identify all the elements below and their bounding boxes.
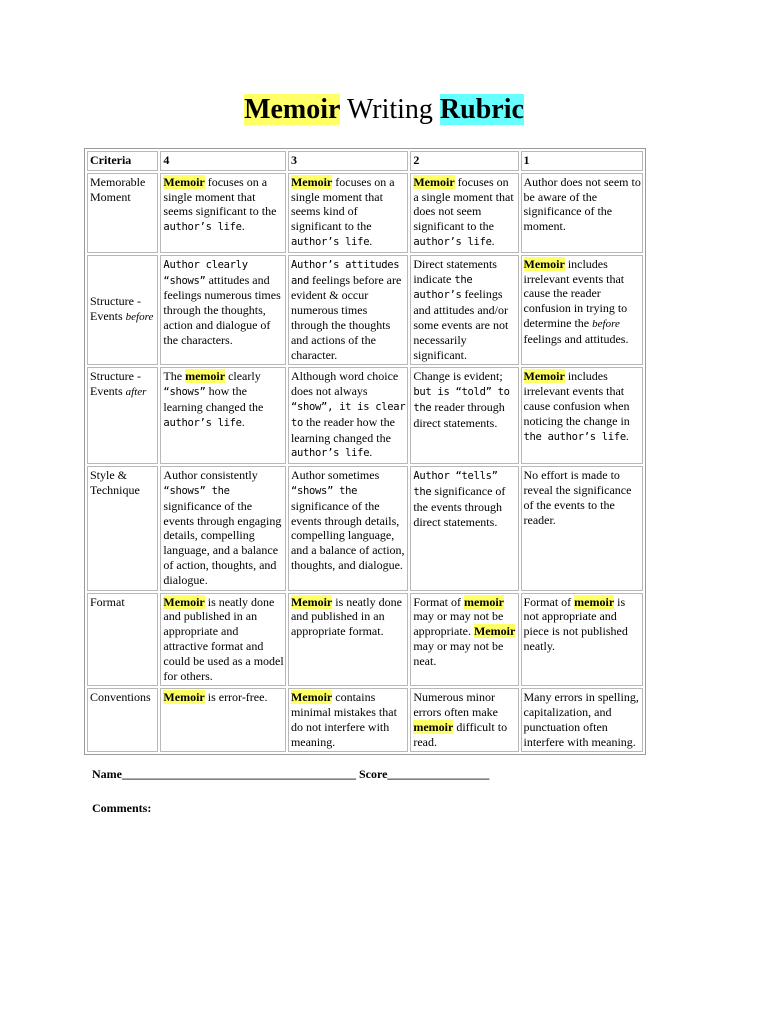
score-3-cell: Memoir is neatly done and published in an appropriate format. [288,593,408,687]
score-1-cell: No effort is made to reveal the significance of the events to the reader. [521,466,644,590]
table-row [87,466,643,590]
table-row [87,367,643,464]
score-4-cell: Memoir focuses on a single moment that seems significant to the author’s life. [160,173,286,253]
title-rubric: Rubric [439,94,524,125]
title-memoir: Memoir [244,94,341,125]
criteria-cell: Conventions [87,688,158,752]
score-4-cell: Memoir is neatly done and published in an appropriate and attractive format and could be used as a model for others. [160,593,286,687]
score-1-cell: Author does not seem to be aware of the significance of the moment. [521,173,644,253]
table-row [87,173,643,253]
criteria-cell: Style & Technique [87,466,158,590]
score-2-cell: Direct statements indicate the author’s feelings and attitudes and/or some events are not necessarily significant. [410,255,518,366]
score-3-cell: Author’s attitudes and feelings before are evident & occur numerous times through the thoughts and actions of the character. [288,255,408,366]
score-4-cell: Memoir is error-free. [160,688,286,752]
score-2-cell: Author “tells” the significance of the events through direct statements. [410,466,518,590]
score-3-cell: Author sometimes “shows” the significance of the events through details, compelling language, and a balance of action, thoughts, and dialogue. [288,466,408,590]
score-1-cell: Format of memoir is not appropriate and piece is not published neatly. [521,593,644,687]
score-3-cell: Although word choice does not always “show”, it is clear to the reader how the learning changed the author’s life. [288,367,408,464]
score-1-cell: Memoir includes irrelevant events that cause confusion when noticing the change in the author’s life. [521,367,644,464]
header-3: 3 [288,151,408,171]
score-3-cell: Memoir focuses on a single moment that seems kind of significant to the author’s life. [288,173,408,253]
score-2-cell: Format of memoir may or may not be appropriate. Memoir may or may not be neat. [410,593,518,687]
rubric-table [84,148,646,755]
score-4-cell: The memoir clearly “shows” how the learning changed the author’s life. [160,367,286,464]
header-4: 4 [160,151,286,171]
header-2: 2 [410,151,518,171]
table-row [87,255,643,366]
criteria-cell: Structure - Events after [87,367,158,464]
page-title [0,92,768,128]
table-row [87,688,643,752]
title-writing: Writing [340,94,440,125]
name-score-line: Name_______________________________________ Score_________________ [92,767,490,781]
score-2-cell: Change is evident; but is “told” to the reader through direct statements. [410,367,518,464]
criteria-cell: Structure - Events before [87,255,158,366]
score-1-cell: Many errors in spelling, capitalization, and punctuation often interfere with meaning. [521,688,644,752]
comments-label: Comments: [92,801,152,815]
score-4-cell: Author consistently “shows” the significance of the events through engaging details, compelling language, and a balance of action, thoughts, and dialogue. [160,466,286,590]
criteria-cell: Format [87,593,158,687]
header-1: 1 [521,151,644,171]
score-2-cell: Memoir focuses on a single moment that does not seem significant to the author’s life. [410,173,518,253]
score-1-cell: Memoir includes irrelevant events that cause the reader confusion in trying to determine the before feelings and attitudes. [521,255,644,366]
criteria-cell: Memorable Moment [87,173,158,253]
score-4-cell: Author clearly “shows” attitudes and feelings numerous times through the thoughts, action and dialogue of the characters. [160,255,286,366]
score-3-cell: Memoir contains minimal mistakes that do not interfere with meaning. [288,688,408,752]
header-criteria: Criteria [87,151,158,171]
table-row [87,593,643,687]
header-row [87,151,643,171]
score-2-cell: Numerous minor errors often make memoir difficult to read. [410,688,518,752]
